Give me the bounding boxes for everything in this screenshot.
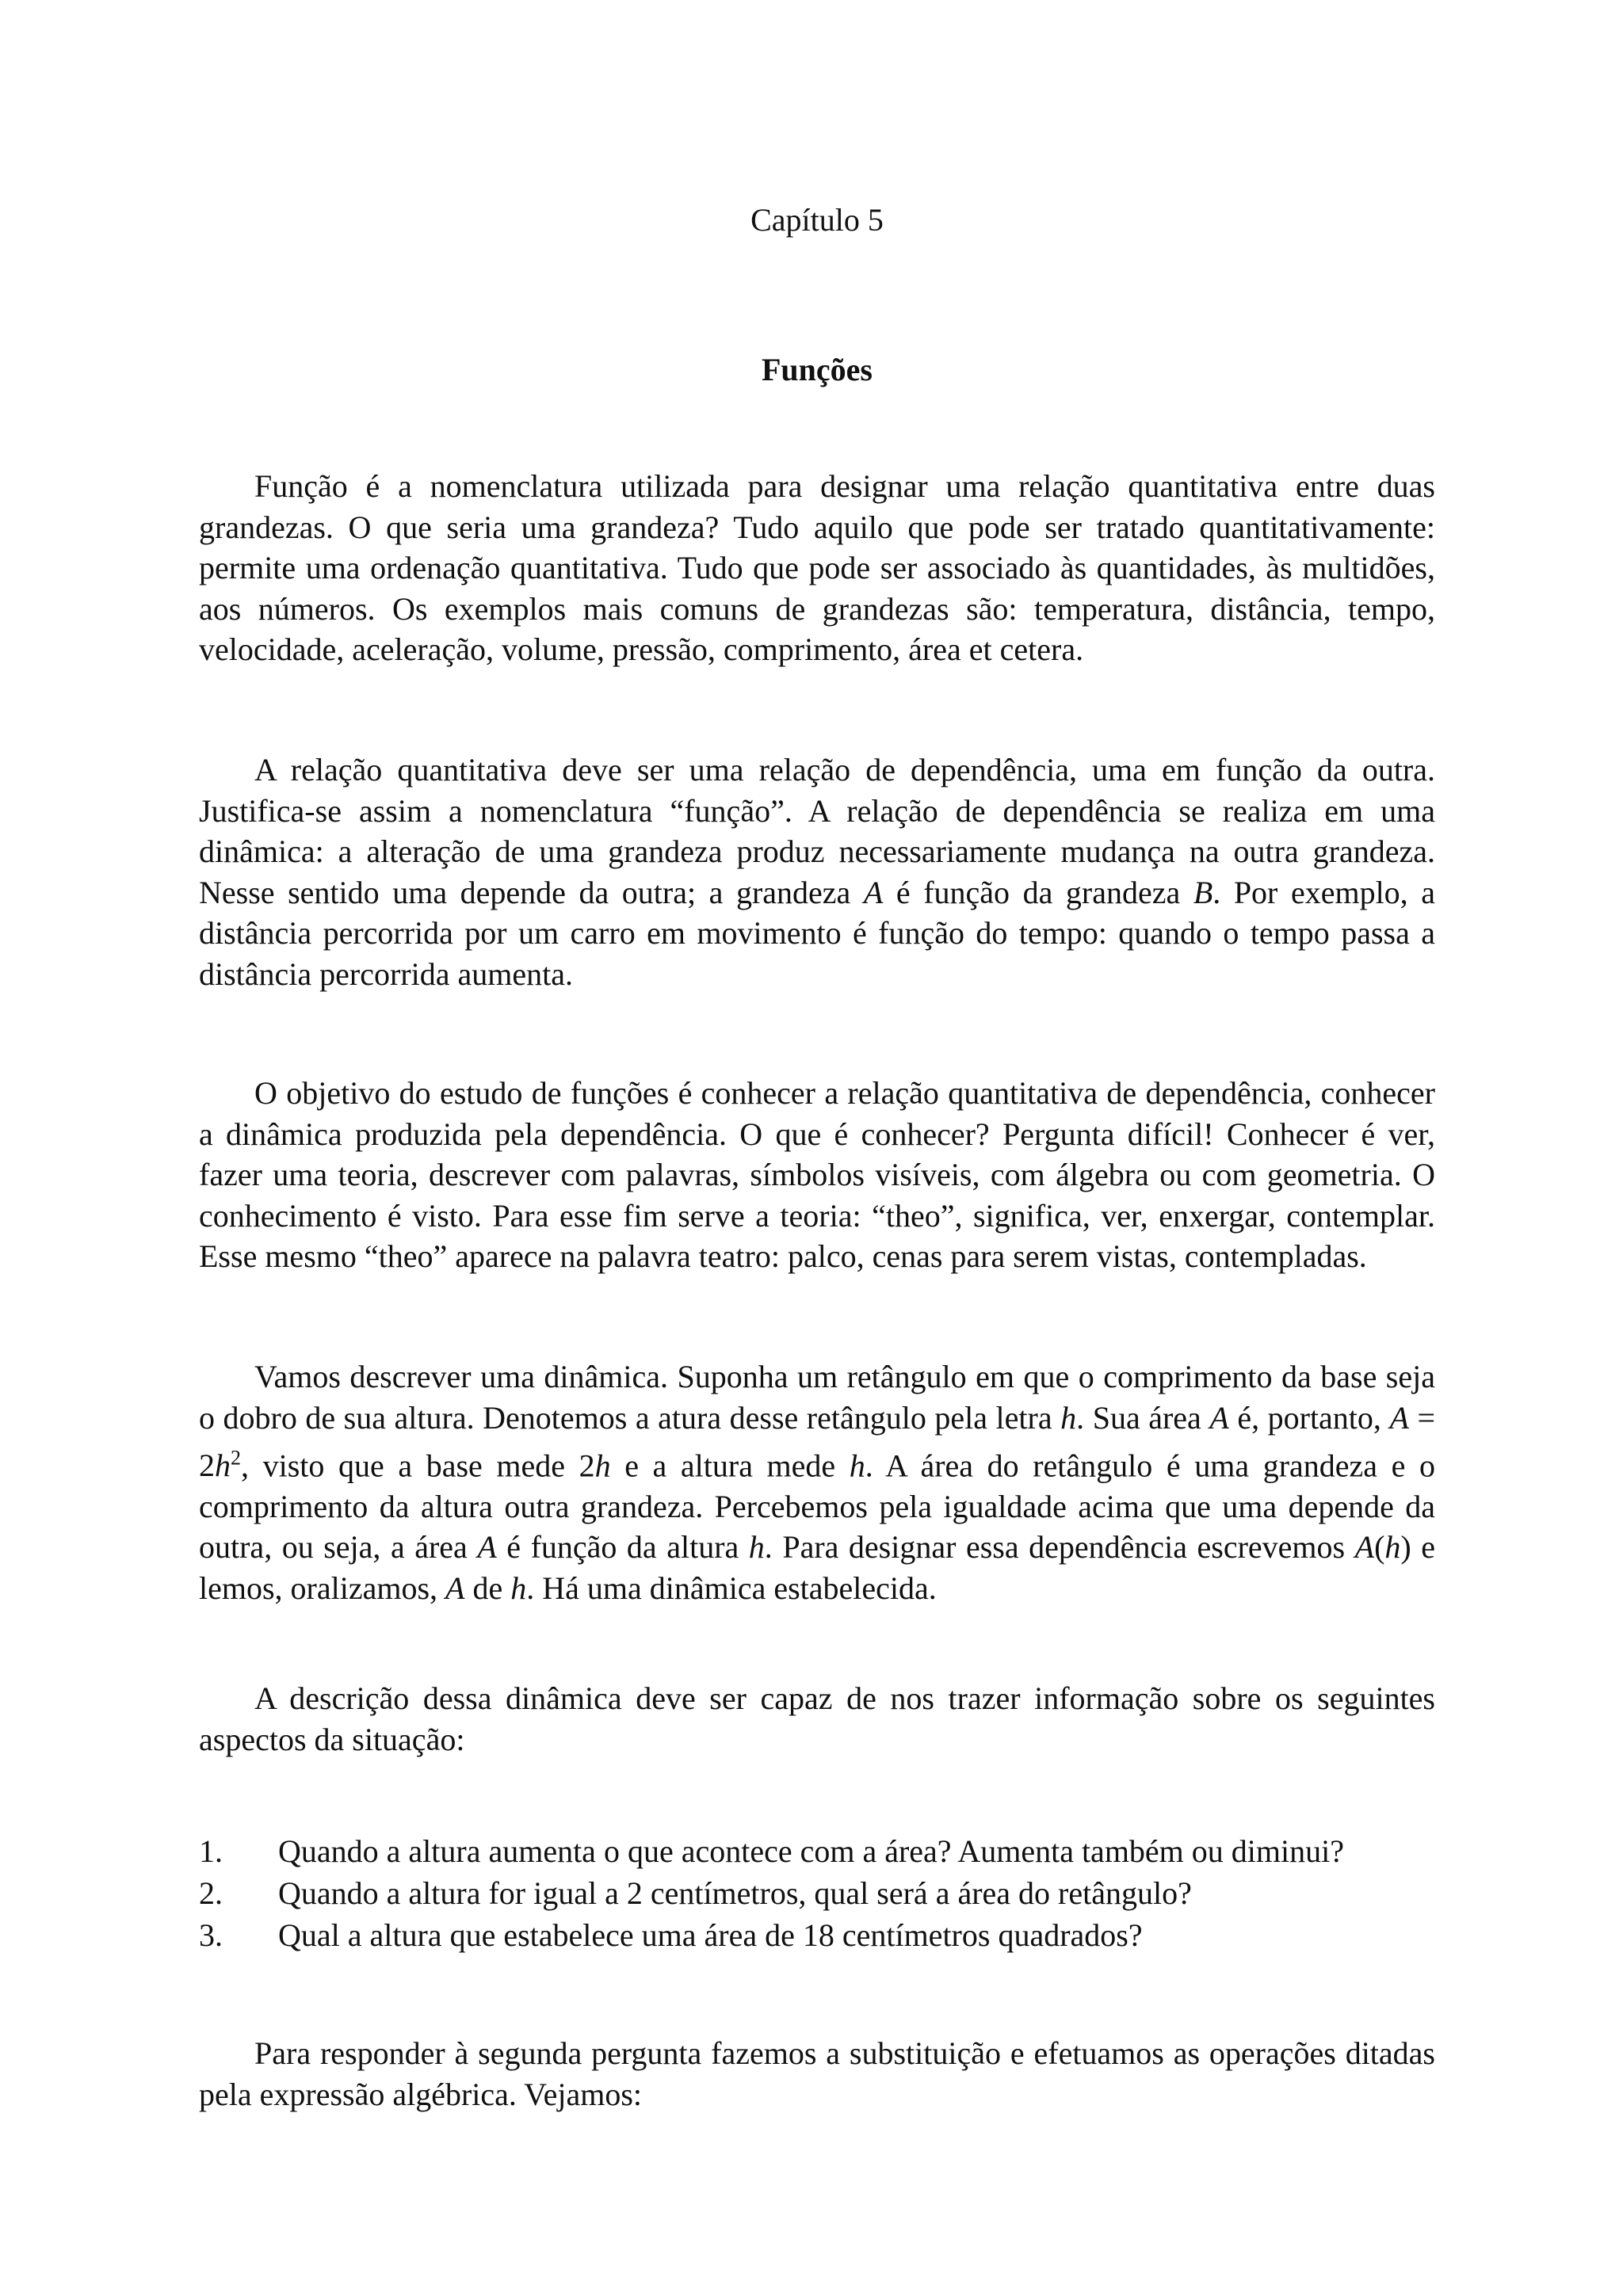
math-var: A <box>445 1569 465 1606</box>
math-var: A <box>477 1529 497 1566</box>
math-var: h <box>510 1569 527 1606</box>
list-item: 3. Qual a altura que estabelece uma área de 18 centímetros quadrados? <box>199 1917 1143 1953</box>
paragraph-substitution: Para responder à segunda pergunta fazemos a substituição e efetuamos as operações ditadas pela expressão algébrica. Vejamos: <box>199 2035 1435 2112</box>
paragraph-definition: Função é a nomenclatura utilizada para designar uma relação quantitativa entre duas grandezas. O que seria uma grandeza? Tudo aquilo que pode ser tratado quantitativamente: permite uma ordenação quantitativa. Tudo que pode ser associado às quantidades, às multidões, aos números. Os exemplos mais comuns de grandezas são: temperatura, distância, tempo, velocidade, aceleração, volume, pressão, comprimento, área et cetera. <box>199 468 1435 667</box>
list-item: 1. Quando a altura aumenta o que acontece com a área? Aumenta também ou diminui? <box>199 1833 1344 1869</box>
math-var: h <box>594 1447 611 1484</box>
chapter-label: Capítulo 5 <box>750 202 884 238</box>
paragraph-dependence: A relação quantitativa deve ser uma relação de dependência, uma em função da outra. Justifica-se assim a nomenclatura “função”. A relação de dependência se realiza em uma dinâmica: a alteração de uma grandeza produz necessariamente mudança na outra grandeza. Nesse sentido uma depende da outra; a grandeza A é função da grandeza B. Por exemplo, a distância percorrida por um carro em movimento é função do tempo: quando o tempo passa a distância percorrida aumenta. <box>199 752 1435 992</box>
question-list <box>199 1830 1435 1956</box>
paragraph-objective: O objetivo do estudo de funções é conhecer a relação quantitativa de dependência, conhecer a dinâmica produzida pela dependência. O que é conhecer? Pergunta difícil! Conhecer é ver, fazer uma teoria, descrever com palavras, símbolos visíveis, com álgebra ou com geometria. O conhecimento é visto. Para esse fim serve a teoria: “theo”, significa, ver, enxergar, contemplar. Esse mesmo “theo” aparece na palavra teatro: palco, cenas para serem vistas, contempladas. <box>199 1075 1435 1274</box>
math-var: h <box>1060 1399 1077 1436</box>
math-var: A <box>1209 1399 1229 1436</box>
page-title: Funções <box>762 352 873 387</box>
math-var: h <box>748 1529 765 1566</box>
function-notation: A(h) <box>1354 1529 1411 1566</box>
paragraph-rectangle-example: Vamos descrever uma dinâmica. Suponha um retângulo em que o comprimento da base seja o dobro de sua altura. Denotemos a atura desse retângulo pela letra h. Sua área A é, portanto, $A = 2h^2$, visto que a base mede 2h e a altura mede h. A área do retângulo é uma grandeza e o comprimento da altura outra grandeza. Percebemos pela igualdade acima que uma depende da outra, ou seja, a área A é função da altura h. Para designar essa dependência escrevemos A(h) e lemos, oralizamos, A de h. Há uma dinâmica estabelecida. <box>199 1359 1436 1606</box>
area-equation: $A = 2h^2$ <box>199 1399 1436 1484</box>
list-item: 2. Quando a altura for igual a 2 centímetros, qual será a área do retângulo? <box>199 1875 1192 1911</box>
math-var: A <box>863 874 884 910</box>
math-var: B <box>1193 874 1213 910</box>
math-var: h <box>849 1447 865 1484</box>
paragraph-questions-intro: A descrição dessa dinâmica deve ser capaz de nos trazer informação sobre os seguintes aspectos da situação: <box>199 1680 1435 1757</box>
